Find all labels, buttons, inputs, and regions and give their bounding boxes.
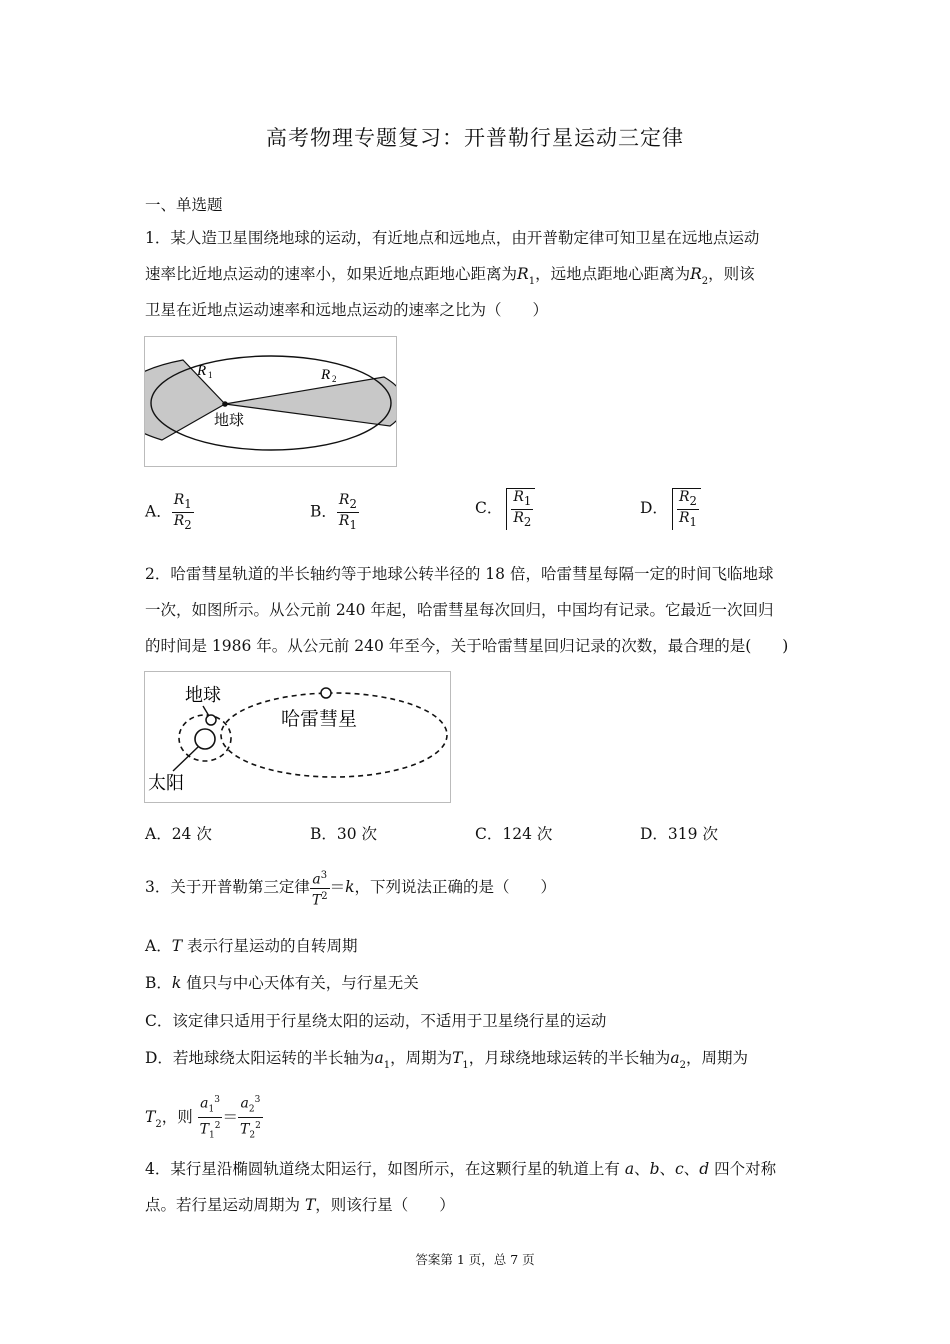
q2-option-d[interactable]: D．319 次 [640,825,718,843]
q1-line-2: 速率比近地点运动的速率小，如果近地点距地心距离为$R_1$，远地点距地心距离为$R_2$，则该 [145,265,755,287]
q4-line-1: 4．某行星沿椭圆轨道绕太阳运行，如图所示，在这颗行星的轨道上有 a、b、c、d 四个对称 [145,1160,777,1178]
page-footer: 答案第 1 页，总 7 页 [415,1252,535,1267]
q1-option-a[interactable]: A． $\frac{R_1}{R_2}$ [145,492,192,532]
q2-option-a[interactable]: A．24 次 [145,825,212,843]
q1-fig-r1: R [197,363,207,379]
q3-stem: 3．关于开普勒第三定律 $\frac{a^3}{T^2}$ ＝k，下列说法正确的是（ ） [145,870,557,909]
q1-sector-r1 [145,360,225,440]
q4-line-2: 点。若行星运动周期为 T，则该行星（ ） [145,1196,455,1214]
q2-line-3: 的时间是 1986 年。从公元前 240 年至今，关于哈雷彗星回归记录的次数，最合理的是( ) [145,637,789,655]
q3-option-c[interactable]: C．该定律只适用于行星绕太阳的运动，不适用于卫星绕行星的运动 [145,1012,607,1030]
q3-option-a[interactable]: A．T 表示行星运动的自转周期 [145,937,358,955]
q2-fig-sun-label: 太阳 [148,773,184,794]
q1-earth-dot [222,401,228,407]
q1-fig-r1-sub: 1 [208,370,213,380]
q1-line-1: 1．某人造卫星围绕地球的运动，有近地点和远地点，由开普勒定律可知卫星在远地点运动 [145,229,760,247]
q2-comet-orbit [221,693,447,777]
q1-fig-r2: R [321,367,331,383]
q3-option-d-line-1[interactable]: D．若地球绕太阳运转的半长轴为$a_1$，周期为$T_1$，月球绕地球运转的半长轴为$a_2$，周期为 [145,1049,748,1071]
q2-option-c[interactable]: C．124 次 [475,825,553,843]
section-heading: 一、单选题 [145,196,223,214]
q1-sector-r2 [225,377,396,426]
q2-line-1: 2．哈雷彗星轨道的半长轴约等于地球公转半径的 18 倍，哈雷彗星每隔一定的时间飞临地球 [145,565,774,583]
q2-earth-pointer [203,706,209,716]
q1-option-b[interactable]: B． $\frac{R_2}{R_1}$ [310,492,357,532]
q2-halley-figure [144,671,451,803]
q1-fig-r2-sub: 2 [332,374,337,384]
q1-orbit-figure [144,336,397,467]
q2-fig-comet-label: 哈雷彗星 [281,708,358,730]
q2-sun-circle [195,729,215,749]
q1-line-3: 卫星在近地点运动速率和远地点运动的速率之比为（ ） [145,301,549,319]
q3-option-d-line-2: $T_2$，则 $\frac{a_1^3}{T_1^2}$ ＝ $\frac{a_2^3}{T_2^2}$ [145,1092,263,1144]
q1-option-d[interactable]: D． $\frac{R_2}{R_1}$ [640,488,701,530]
page-title: 高考物理专题复习：开普勒行星运动三定律 [266,126,684,150]
q2-line-2: 一次，如图所示。从公元前 240 年起，哈雷彗星每次回归，中国均有记录。它最近一次回归 [145,601,774,619]
q1-option-c[interactable]: C． $\frac{R_1}{R_2}$ [475,488,535,530]
q2-fig-earth-label: 地球 [185,685,221,706]
q3-option-b[interactable]: B．k 值只与中心天体有关，与行星无关 [145,974,419,992]
q2-earth-circle [206,715,216,725]
q2-option-b[interactable]: B．30 次 [310,825,378,843]
q2-comet-circle [321,688,331,698]
q1-fig-earth-label: 地球 [214,411,245,429]
